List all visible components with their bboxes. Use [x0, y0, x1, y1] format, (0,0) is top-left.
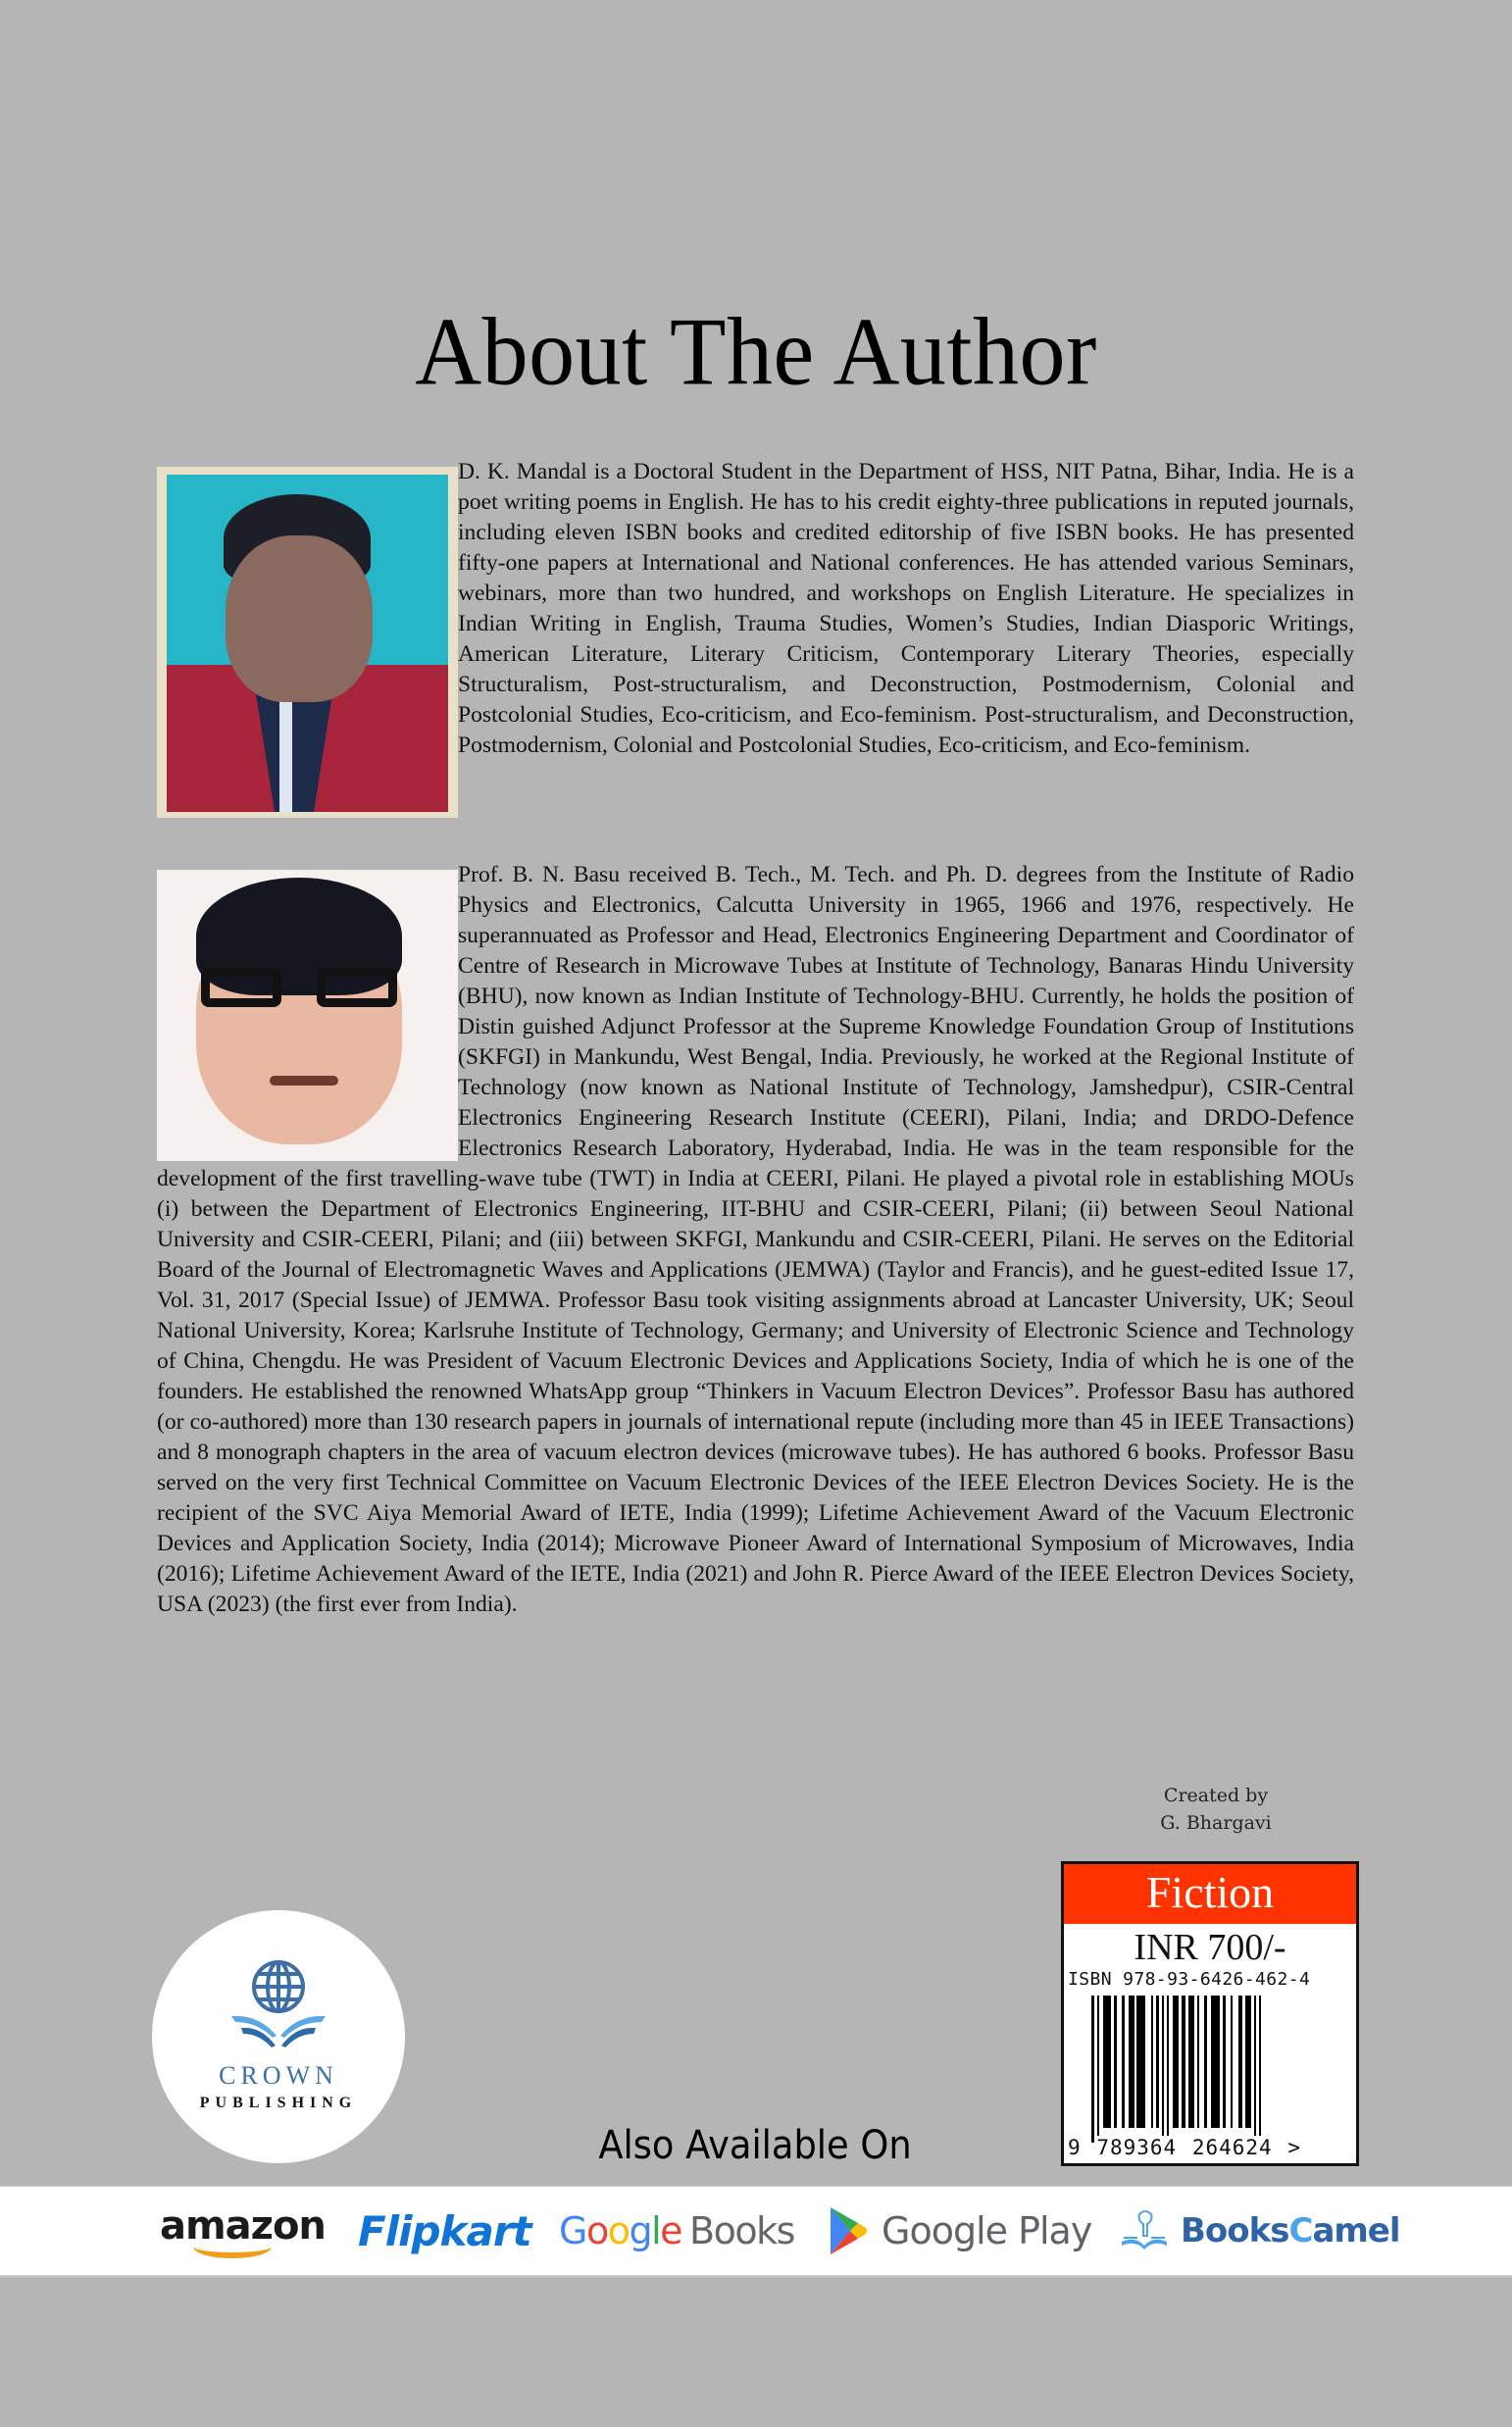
flipkart-logo: Flipkart — [358, 2206, 531, 2255]
author-photo-mandal — [157, 467, 458, 818]
store-flipkart[interactable] — [358, 2187, 531, 2275]
publisher-logo — [152, 1910, 405, 2163]
publisher-subname: PUBLISHING — [199, 2095, 358, 2111]
price-label: INR 700/- — [1134, 1927, 1286, 1968]
bookscamel-icon — [1118, 2206, 1171, 2255]
bio-text: Prof. B. N. Basu received B. Tech., M. Tech. and Ph. D. degrees from the Institute of Radio Physics and Electronics, Calcutta University in 1965, 1966 and 1976, respectively. He superannuated as Professor and Head, Electronics Engineering Department and Coordinator of Centre of Research in Microwave Tubes at Institute of Technology, Banaras Hindu University (BHU), now known as Indian Institute of Technology-BHU. Currently, he holds the position of Distin guished Adjunct Professor at the Supreme Knowledge Foundation Group of Institutions (SKFGI) in Mankundu, West Bengal, India. Previously, he worked at the Regional Institute of Technology (now known as National Institute of Technology, Jamshedpur), CSIR-Central Electronics Engineering Research Institute (CEERI), Pilani, India; and DRDO-Defence Electronics Research Laboratory, Hyderabad, India. He was in the team responsible for the development of the first travelling-wave tube (TWT) in India at CEERI, Pilani. He played a pivotal role in establishing MOUs (i) between the Department of Electronics Engineering, IIT-BHU and CSIR-CEERI, Pilani; (ii) between Seoul National University and CSIR-CEERI, Pilani; and (iii) between SKFGI, Mankundu and CSIR-CEERI, Pilani. He serves on the Editorial Board of the Journal of Electromagnetic Waves and Applications (JEMWA) (Taylor and Francis), and he guest-edited Issue 17, Vol. 31, 2017 (Special Issue) of JEMWA. Professor Basu took visiting assignments abroad at Lancaster University, UK; Seoul National University, Korea; Karlsruhe Institute of Technology, Germany; and University of Electronic Science and Technology of China, Chengdu. He was President of Vacuum Electronic Devices and Applications Society, India of which he is one of the founders. He established the renowned WhatsApp group “Thinkers in Vacuum Electron Devices”. Professor Basu has authored (or co-authored) more than 130 research papers in journals of international repute (including more than 45 in IEEE Transactions) and 8 monograph chapters in the area of vacuum electron devices (microwave tubes). He has authored 6 books. Professor Basu served on the very first Technical Committee on Vacuum Electronic Devices of the IEEE Electron Devices Society. He is the recipient of the SVC Aiya Memorial Award of IETE, India (1999); Lifetime Achievement Award of the Vacuum Electronic Devices and Application Society, India (2014); Microwave Pioneer Award of International Symposium of Microwaves, India (2016); Lifetime Achievement Award of the IETE, India (2021) and John R. Pierce Award of the IEEE Electron Devices Society, USA (2023) (the first ever from India). — [157, 862, 1354, 1617]
store-google-books[interactable] — [559, 2187, 794, 2275]
cover-credit — [1128, 1782, 1304, 1837]
bookscamel-logo: BooksCamel — [1181, 2211, 1400, 2250]
store-logos-strip — [0, 2186, 1512, 2277]
bio-text: D. K. Mandal is a Doctoral Student in the Department of HSS, NIT Patna, Bihar, India. He is a poet writing poems in English. He has to his credit eighty-three publications in reputed journals, including eleven ISBN books and credited editorship of five ISBN books. He has presented fifty-one papers at International and National conferences. He has attended various Seminars, webinars, more than two hundred, and workshops on English Literature. He specializes in Indian Writing in English, Trauma Studies, Women’s Studies, Indian Diasporic Writings, American Literature, Literary Criticism, Contemporary Literary Theories, especially Structuralism, Post-structuralism, and Deconstruction, Postmodernism, Colonial and Postcolonial Studies, Eco-criticism, and Eco-feminism. Post-structuralism, and Deconstruction, Postmodernism, Colonial and Postcolonial Studies, Eco-criticism, and Eco-feminism. — [458, 459, 1354, 758]
photo-wrap-spacer — [157, 860, 458, 1160]
barcode-digits: 9 789364 264624 > — [1068, 2136, 1301, 2159]
barcode-icon — [1091, 1996, 1285, 2143]
publisher-name: CROWN — [219, 2061, 338, 2090]
author-bio-basu — [157, 860, 1354, 1620]
google-books-logo: Google Books — [559, 2209, 794, 2252]
credit-name: G. Bhargavi — [1160, 1812, 1272, 1834]
google-play-icon — [829, 2205, 868, 2256]
author-bio-mandal — [458, 457, 1354, 761]
credit-label: Created by — [1163, 1785, 1269, 1806]
isbn-number: ISBN 978-93-6426-462-4 — [1068, 1969, 1311, 1990]
store-amazon[interactable] — [160, 2187, 326, 2275]
isbn-barcode-box — [1061, 1861, 1359, 2166]
availability-heading: Also Available On — [598, 2123, 912, 2168]
amazon-smile-icon — [193, 2235, 272, 2258]
page-title: About The Author — [415, 298, 1097, 406]
store-google-play[interactable] — [829, 2187, 1091, 2275]
genre-label: Fiction — [1064, 1864, 1356, 1924]
google-play-label: Google Play — [882, 2209, 1092, 2252]
store-bookscamel[interactable] — [1118, 2187, 1400, 2275]
amazon-logo: amazon — [160, 2203, 326, 2249]
globe-book-icon — [229, 1957, 328, 2055]
